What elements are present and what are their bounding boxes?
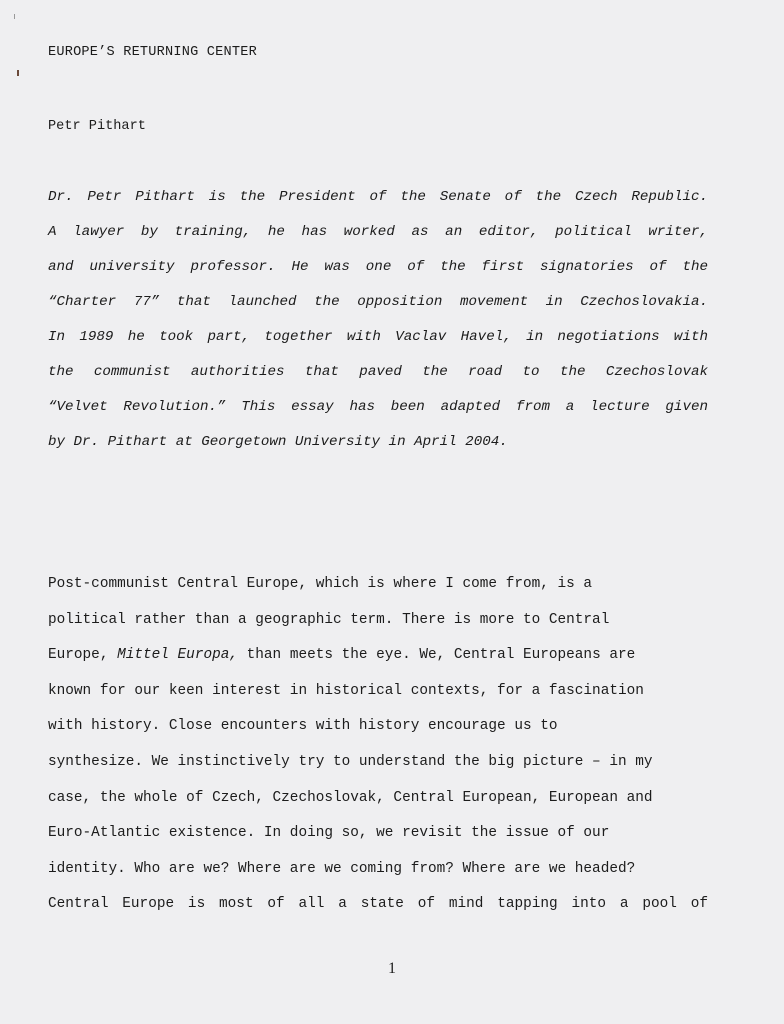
bio-line: A lawyer by training, he has worked as an editor, political writer, — [48, 224, 708, 240]
page-number: 1 — [388, 960, 396, 977]
author-bio — [48, 186, 708, 466]
body-line: with history. Close encounters with history encourage us to — [48, 718, 558, 735]
margin-mark — [17, 70, 19, 76]
body-text: Europe, — [48, 647, 118, 664]
body-line: identity. Who are we? Where are we coming from? Where are we headed? — [48, 860, 636, 877]
body-line: known for our keen interest in historical contexts, for a fascination — [48, 682, 644, 699]
emphasis-text: Mittel Europa, — [117, 647, 238, 664]
body-line: Post-communist Central Europe, which is where I come from, is a — [48, 576, 593, 592]
body-line — [48, 644, 708, 680]
bio-line: by Dr. Pithart at Georgetown University in April 2004. — [48, 434, 508, 450]
body-line: synthesize. We instinctively try to understand the big picture – in my — [48, 753, 653, 770]
body-line: Central Europe is most of all a state of mind tapping into a pool of — [48, 896, 708, 913]
bio-line: “Velvet Revolution.” This essay has been adapted from a lecture given — [48, 399, 708, 415]
body-line: case, the whole of Czech, Czechoslovak, Central European, European and — [48, 789, 653, 806]
author-name: Petr Pithart — [48, 119, 146, 134]
bio-line: In 1989 he took part, together with Vaclav Havel, in negotiations with — [48, 329, 708, 345]
bio-line: “Charter 77” that launched the opposition movement in Czechoslovakia. — [48, 294, 708, 310]
bio-line: Dr. Petr Pithart is the President of the Senate of the Czech Republic. — [48, 189, 708, 205]
bio-line: and university professor. He was one of the first signatories of the — [48, 259, 708, 275]
essay-body — [48, 573, 708, 929]
body-text: than meets the eye. We, Central Europeans are — [238, 647, 636, 664]
body-line: political rather than a geographic term. There is more to Central — [48, 611, 610, 628]
document-title: EUROPE’S RETURNING CENTER — [48, 45, 257, 60]
body-line: Euro-Atlantic existence. In doing so, we revisit the issue of our — [48, 825, 610, 842]
margin-mark — [14, 14, 15, 19]
bio-line: the communist authorities that paved the road to the Czechoslovak — [48, 364, 708, 380]
